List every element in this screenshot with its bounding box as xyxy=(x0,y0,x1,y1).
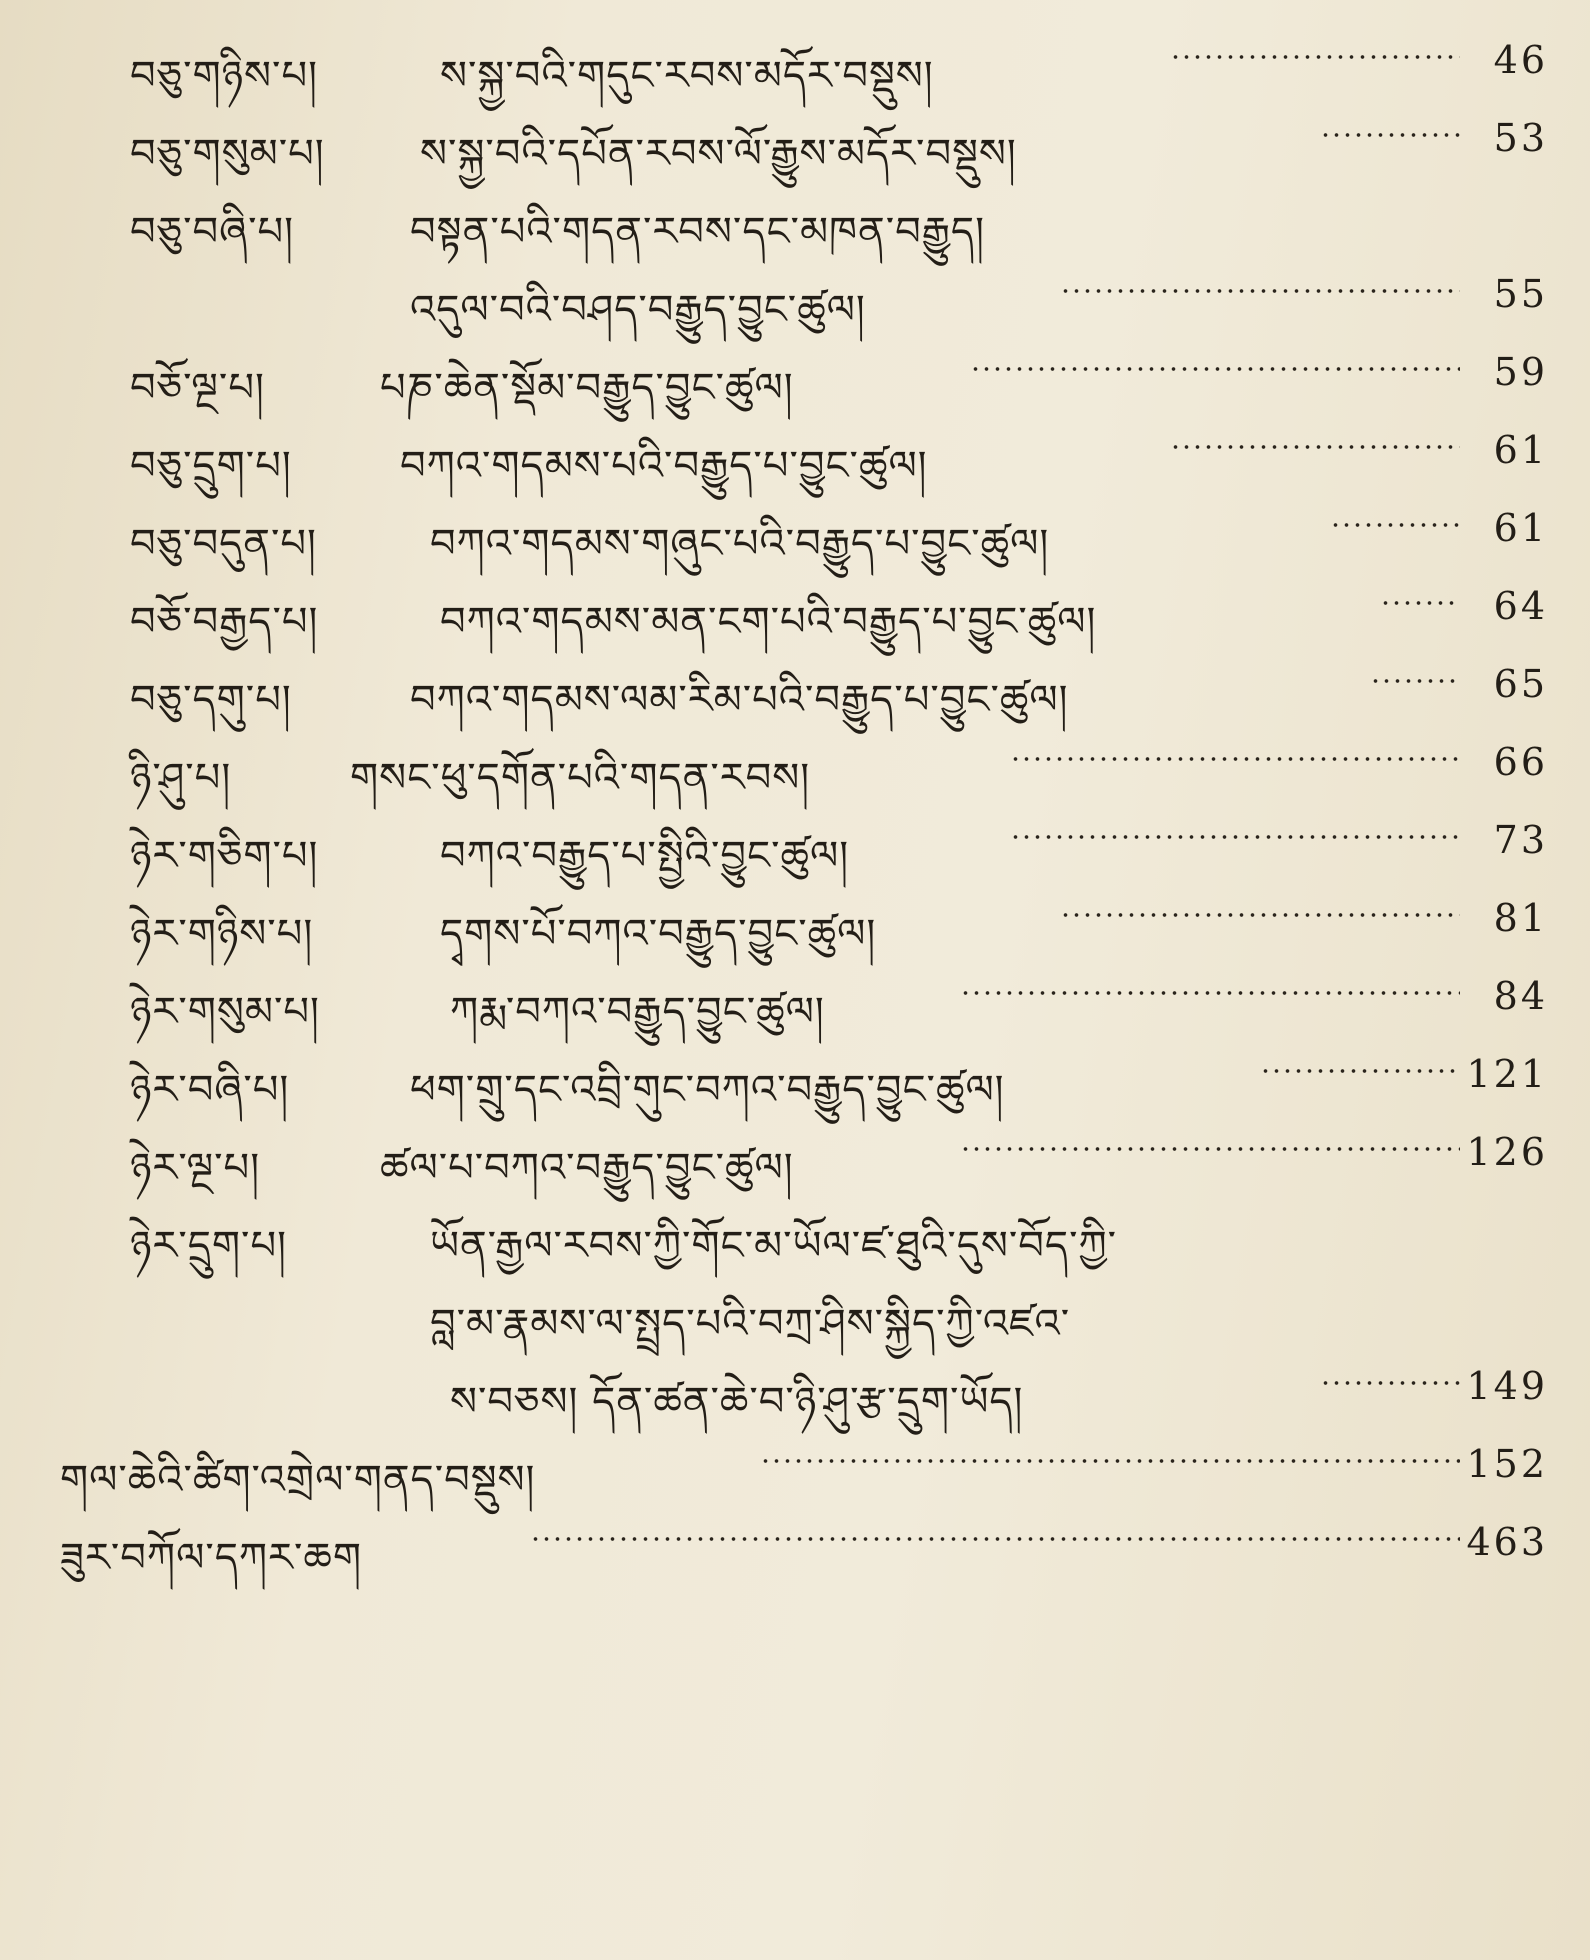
chapter-title: དྭགས་པོ་བཀའ་བརྒྱུད་བྱུང་ཚུལ། xyxy=(440,911,877,957)
chapter-title: ཀརྨ་བཀའ་བརྒྱུད་བྱུང་ཚུལ། xyxy=(450,989,825,1035)
chapter-title: འདུལ་བའི་བཤད་བརྒྱུད་བྱུང་ཚུལ། xyxy=(410,287,866,333)
page-number: 46 xyxy=(1493,38,1548,82)
page-number: 61 xyxy=(1493,428,1548,472)
toc-row xyxy=(0,332,1590,411)
chapter-title: ས་སྐྱ་བའི་གདུང་རབས་མདོར་བསྡུས། xyxy=(440,53,934,99)
section-title: གལ་ཆེའི་ཚིག་འགྲེལ་གནད་བསྡུས། xyxy=(60,1457,536,1503)
page-number: 55 xyxy=(1493,272,1548,316)
page-number: 84 xyxy=(1493,974,1548,1018)
chapter-number: ཉེར་དྲུག་པ། xyxy=(130,1223,287,1269)
toc-row xyxy=(0,1112,1590,1191)
chapter-title: བཀའ་གདམས་ལམ་རིམ་པའི་བརྒྱུད་པ་བྱུང་ཚུལ། xyxy=(410,677,1069,723)
toc-row xyxy=(0,1268,1590,1347)
page-number: 149 xyxy=(1466,1364,1548,1408)
chapter-title: ས་བཅས། དོན་ཚན་ཆེ་བ་ཉི་ཤུ་རྩ་དྲུག་ཡོད། xyxy=(450,1379,1024,1425)
chapter-number: བཅོ་ལྔ་པ། xyxy=(130,365,265,411)
toc-row xyxy=(0,98,1590,177)
toc-row xyxy=(0,800,1590,879)
chapter-title: བཀའ་བརྒྱུད་པ་སྤྱིའི་བྱུང་ཚུལ། xyxy=(440,833,850,879)
chapter-number: བཅུ་དགུ་པ། xyxy=(130,677,292,723)
section-title: ཟུར་བཀོལ་དཀར་ཆག xyxy=(60,1535,362,1581)
chapter-title: བཀའ་གདམས་མན་ངག་པའི་བརྒྱུད་པ་བྱུང་ཚུལ། xyxy=(440,599,1097,645)
chapter-number: ཉི་ཤུ་པ། xyxy=(130,755,232,801)
chapter-title: བཀའ་གདམས་པའི་བརྒྱུད་པ་བྱུང་ཚུལ། xyxy=(400,443,928,489)
chapter-number: བཅུ་གསུམ་པ། xyxy=(130,131,325,177)
toc-row xyxy=(0,1346,1590,1425)
toc-row xyxy=(0,566,1590,645)
toc-row xyxy=(0,644,1590,723)
chapter-title: ཚལ་པ་བཀའ་བརྒྱུད་བྱུང་ཚུལ། xyxy=(380,1145,794,1191)
chapter-title: བླ་མ་རྣམས་ལ་སྤྲད་པའི་བཀྲ་ཤིས་སྐྱིད་ཀྱི་འཛའ་ xyxy=(430,1301,1071,1347)
chapter-number: ཉེར་གསུམ་པ། xyxy=(130,989,320,1035)
toc-row xyxy=(0,1424,1590,1503)
page-number: 73 xyxy=(1493,818,1548,862)
toc-row xyxy=(0,722,1590,801)
toc-row xyxy=(0,1190,1590,1269)
chapter-number: ཉེར་ལྔ་པ། xyxy=(130,1145,261,1191)
page-number: 59 xyxy=(1493,350,1548,394)
page-number: 64 xyxy=(1493,584,1548,628)
toc-row xyxy=(0,488,1590,567)
chapter-number: བཅུ་གཉིས་པ། xyxy=(130,53,318,99)
chapter-title: གསང་ཕུ་དགོན་པའི་གདན་རབས། xyxy=(350,755,811,801)
chapter-number: བཅོ་བརྒྱད་པ། xyxy=(130,599,319,645)
page-number: 152 xyxy=(1466,1442,1548,1486)
page-number: 53 xyxy=(1493,116,1548,160)
page-number: 81 xyxy=(1493,896,1548,940)
chapter-title: ས་སྐྱ་བའི་དཔོན་རབས་ལོ་རྒྱུས་མདོར་བསྡུས། xyxy=(420,131,1017,177)
chapter-title: པཎ་ཆེན་སྡོམ་བརྒྱུད་བྱུང་ཚུལ། xyxy=(380,365,794,411)
toc-row xyxy=(0,1034,1590,1113)
chapter-number: བཅུ་དྲུག་པ། xyxy=(130,443,292,489)
chapter-number: ཉེར་གཉིས་པ། xyxy=(130,911,314,957)
page-number: 65 xyxy=(1493,662,1548,706)
dot-leader xyxy=(530,1536,1460,1542)
page-number: 126 xyxy=(1466,1130,1548,1174)
toc-row xyxy=(0,20,1590,99)
chapter-title: བཀའ་གདམས་གཞུང་པའི་བརྒྱུད་པ་བྱུང་ཚུལ། xyxy=(430,521,1050,567)
toc-row xyxy=(0,956,1590,1035)
chapter-number: ཉེར་གཅིག་པ། xyxy=(130,833,319,879)
toc-row xyxy=(0,878,1590,957)
toc-row xyxy=(0,254,1590,333)
page-number: 61 xyxy=(1493,506,1548,550)
page-number: 121 xyxy=(1466,1052,1548,1096)
toc-row xyxy=(0,176,1590,255)
chapter-number: བཅུ་བདུན་པ། xyxy=(130,521,317,567)
toc-row xyxy=(0,410,1590,489)
chapter-number: བཅུ་བཞི་པ། xyxy=(130,209,295,255)
page-number: 463 xyxy=(1466,1520,1548,1564)
dot-leader xyxy=(760,1458,1460,1464)
chapter-title: ཡོན་རྒྱལ་རབས་ཀྱི་གོང་མ་ཡོལ་ཛ་ཐུའི་དུས་བོད་ཀྱི་ xyxy=(430,1223,1118,1269)
chapter-title: ཕག་གྲུ་དང་འབྲི་གུང་བཀའ་བརྒྱུད་བྱུང་ཚུལ། xyxy=(410,1067,1005,1113)
chapter-title: བསྟན་པའི་གདན་རབས་དང་མཁན་བརྒྱུད། xyxy=(410,209,985,255)
toc-row xyxy=(0,1502,1590,1581)
chapter-number: ཉེར་བཞི་པ། xyxy=(130,1067,290,1113)
page-number: 66 xyxy=(1493,740,1548,784)
